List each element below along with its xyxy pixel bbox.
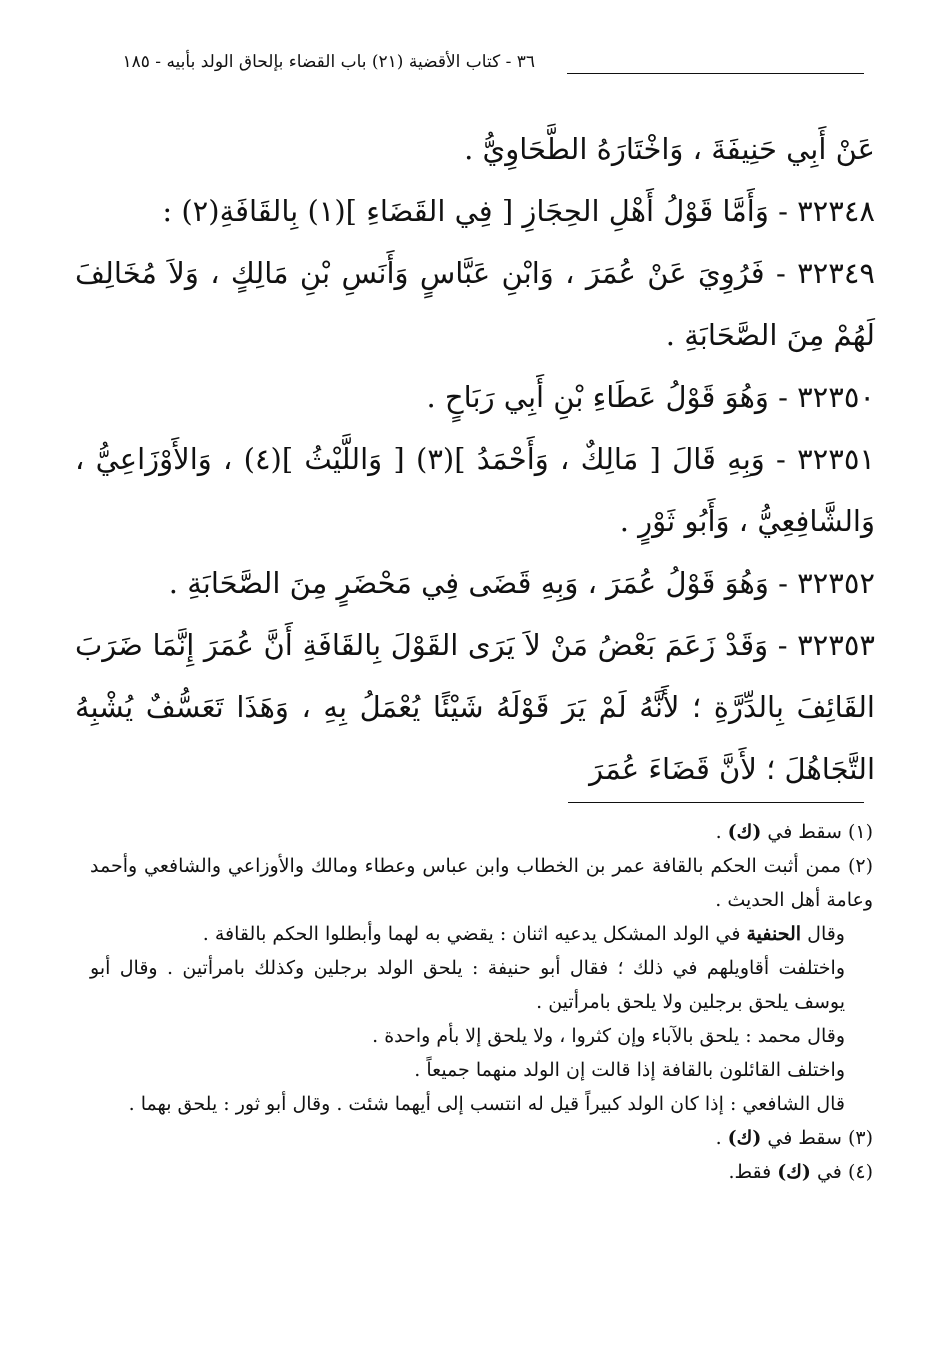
paragraph-32350: ٣٢٣٥٠ - وَهُوَ قَوْلُ عَطَاءِ بْنِ أَبِي رَبَاحٍ .	[426, 380, 875, 414]
paragraph-32352: ٣٢٣٥٢ - وَهُوَ قَوْلُ عُمَرَ ، وَبِهِ قَضَى فِي مَحْضَرٍ مِنَ الصَّحَابَةِ .	[168, 566, 875, 600]
footnote-1-source: (ك)	[727, 821, 762, 843]
footnote-2-hanafi-text: في الولد المشكل يدعيه اثنان : يقضي به لهما وأبطلوا الحكم بالقافة .	[202, 923, 747, 945]
paragraph-32351: ٣٢٣٥١ - وَبِهِ قَالَ [ مَالِكٌ ، وَأَحْمَدُ ](٣) [ وَاللَّيْثُ ](٤) ، وَالأَوْزَاعِيُّ ، وَالشَّافِعِيُّ ، وَأَبُو ثَوْرٍ .	[75, 442, 875, 538]
footnote-3	[90, 1121, 873, 1155]
main-text	[75, 118, 875, 800]
footnote-3-end: .	[715, 1127, 728, 1149]
page-number: ١٨٥	[122, 52, 150, 72]
footnote-3-source: (ك)	[727, 1127, 762, 1149]
footnote-4-source: (ك)	[777, 1161, 811, 1183]
running-head	[95, 52, 535, 72]
footnote-2-qafa: واختلف القائلون بالقافة إذا قالت إن الولد منهما جميعاً .	[414, 1059, 845, 1081]
footnote-1-number: (١)	[847, 821, 873, 843]
footnote-2: (٢) ممن أثبت الحكم بالقافة عمر بن الخطاب وابن عباس وعطاء ومالك والأوزاعي والشافعي وأحمد وعامة أهل الحديث .	[90, 855, 873, 911]
paragraph-32349: ٣٢٣٤٩ - فَرُوِيَ عَنْ عُمَرَ ، وَابْنِ عَبَّاسٍ وَأَنَسِ بْنِ مَالِكٍ ، وَلاَ مُخَالِفَ لَهُمْ مِنَ الصَّحَابَةِ .	[75, 256, 875, 352]
footnote-1	[90, 815, 873, 849]
footnotes	[90, 815, 873, 1189]
paragraph-1: عَنْ أَبِي حَنِيفَةَ ، وَاخْتَارَهُ الطَّحَاوِيُّ .	[464, 132, 875, 166]
footnote-3-text: سقط في	[761, 1127, 842, 1149]
footnote-1-text: سقط في	[761, 821, 842, 843]
footnote-2-hanafi-bold: الحنفية	[746, 923, 802, 945]
footnote-4	[90, 1155, 873, 1189]
footnote-2-hanafi	[90, 917, 873, 951]
footnote-4-text: في	[810, 1161, 842, 1183]
footnote-rule	[568, 802, 864, 803]
paragraph-32348: ٣٢٣٤٨ - وَأَمَّا قَوْلُ أَهْلِ الحِجَازِ [ فِي القَضَاءِ ](١) بِالقَافَةِ(٢) :	[162, 194, 875, 228]
footnote-4-number: (٤)	[847, 1161, 873, 1183]
footnote-2-differences: واختلفت أقاويلهم في ذلك ؛ فقال أبو حنيفة : يلحق الولد برجلين وكذلك بامرأتين . وقال أبو يوسف يلحق برجلين ولا يلحق بامرأتين .	[90, 957, 845, 1013]
footnote-1-end: .	[715, 821, 728, 843]
header-rule	[567, 73, 864, 74]
footnote-2-shafii: قال الشافعي : إذا كان الولد كبيراً قيل له انتسب إلى أيهما شئت . وقال أبو ثور : يلحق بهما .	[128, 1093, 845, 1115]
paragraph-32353: ٣٢٣٥٣ - وَقَدْ زَعَمَ بَعْضُ مَنْ لاَ يَرَى القَوْلَ بِالقَافَةِ أَنَّ عُمَرَ إِنَّمَا ضَرَبَ القَائِفَ بِالدِّرَّةِ ؛ لأَنَّهُ لَمْ يَرَ قَوْلَهُ شَيْئًا يُعْمَلُ بِهِ ، وَهَذَا تَعَسُّفٌ يُشْبِهُ التَّجَاهُلَ ؛ لأَنَّ قَضَاءَ عُمَرَ	[75, 628, 875, 786]
header-separator: -	[149, 52, 162, 72]
footnote-2-hanafi-lead: وقال	[801, 923, 845, 945]
footnote-2-muhammad: وقال محمد : يلحق بالآباء وإن كثروا ، ولا يلحق إلا بأم واحدة .	[372, 1025, 845, 1047]
running-title: ٣٦ - كتاب الأقضية (٢١) باب القضاء بإلحاق الولد بأبيه	[166, 52, 535, 72]
footnote-3-number: (٣)	[847, 1127, 873, 1149]
footnote-4-end: فقط.	[728, 1161, 778, 1183]
